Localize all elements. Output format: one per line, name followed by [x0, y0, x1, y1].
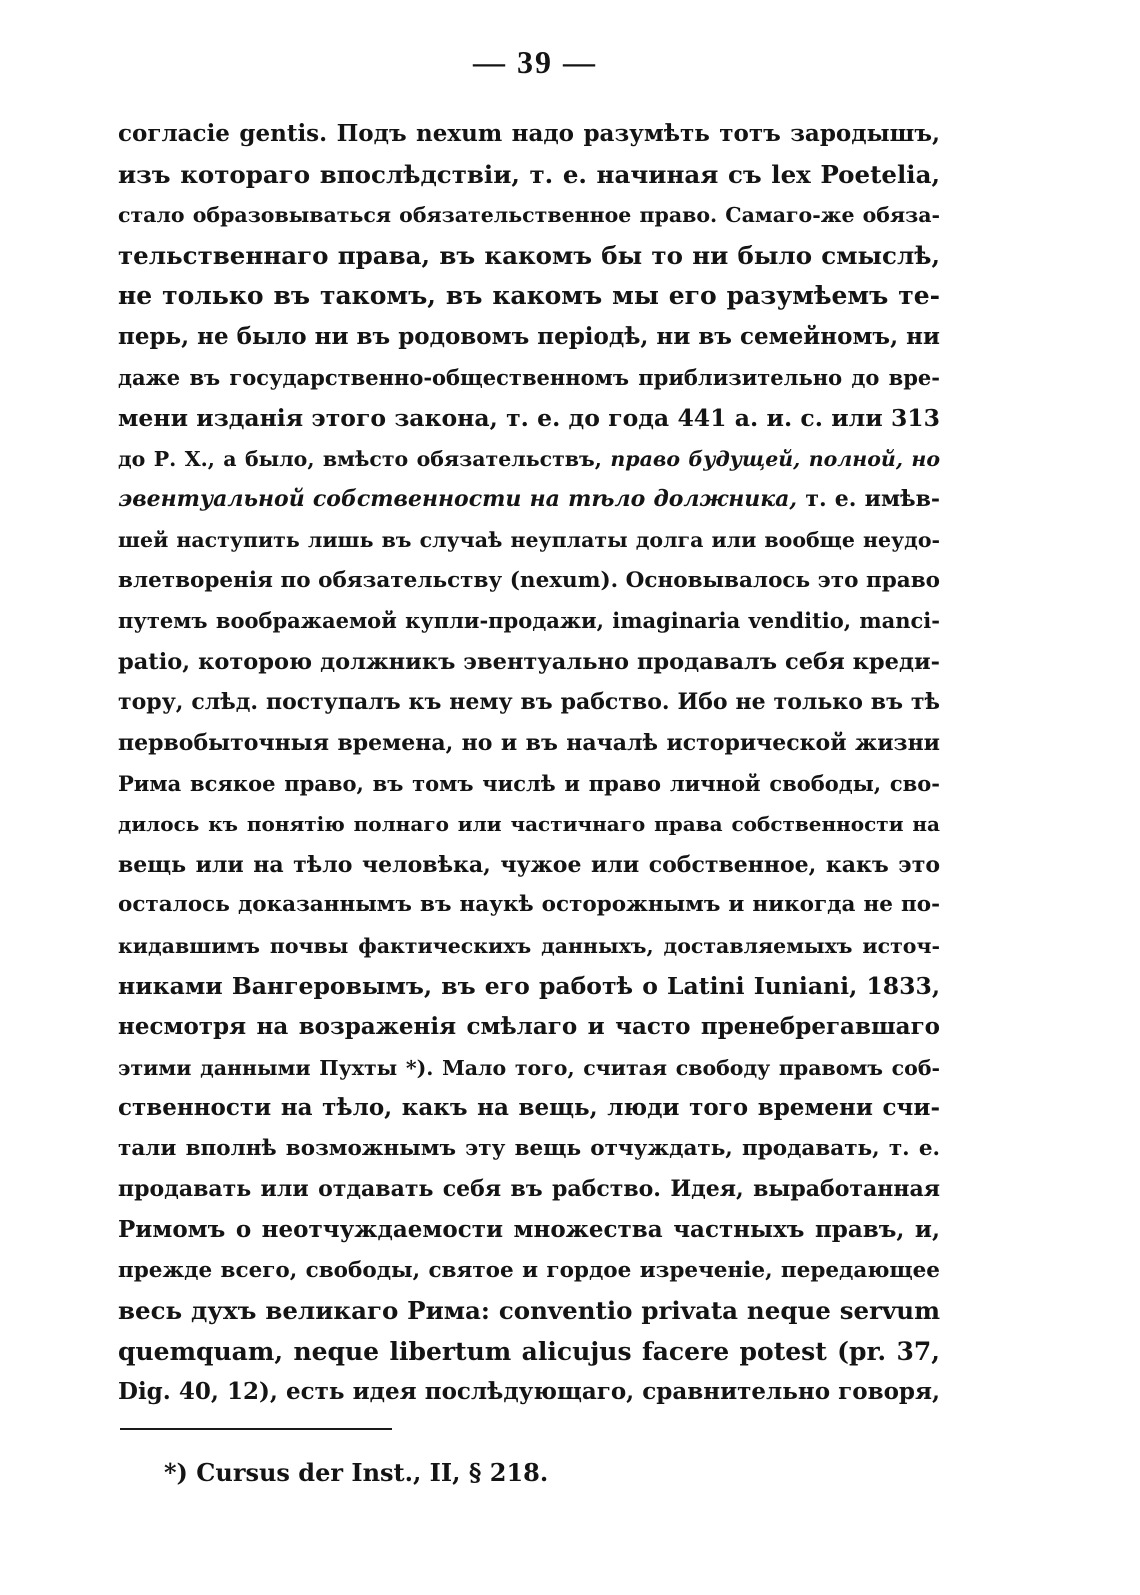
- text-line: кидавшимъ почвы фактическихъ данныхъ, доставляемыхъ источ-: [118, 933, 940, 958]
- text-line: ственности на тѣло, какъ на вещь, люди того времени счи-: [118, 1094, 940, 1122]
- text-line: изъ котораго впослѣдствіи, т. е. начиная съ lex Poetelia,: [118, 159, 940, 189]
- text-line-mixed: [118, 479, 940, 520]
- text-line: шей наступить лишь въ случаѣ неуплаты долга или вообще неудо-: [118, 527, 940, 552]
- text-line: первобыточныя времена, но и въ началѣ исторической жизни: [118, 729, 940, 756]
- page-number: — 39 —: [473, 44, 597, 80]
- text-line: Рима всякое право, въ томъ числѣ и право личной свободы, сво-: [118, 770, 940, 796]
- footnote-divider: [120, 1428, 392, 1430]
- text-line: стало образовываться обязательственное право. Самаго-же обяза-: [118, 203, 940, 228]
- text-segment: до Р. Х., а было, вмѣсто обязательствъ,: [118, 446, 602, 471]
- text-line: осталось доказаннымъ въ наукѣ осторожнымъ и никогда не по-: [118, 892, 940, 918]
- text-line: весь духъ великаго Рима: conventio privata neque servum: [118, 1296, 940, 1326]
- text-line: Римомъ о неотчуждаемости множества частныхъ правъ, и,: [118, 1216, 940, 1244]
- text-line: patio, которою должникъ эвентуально продавалъ себя креди-: [118, 648, 940, 675]
- text-line: дилось къ понятію полнаго или частичнаго права собственности на: [118, 812, 940, 837]
- text-line: не только въ такомъ, въ какомъ мы его разумѣемъ те-: [118, 281, 940, 311]
- text-segment: т. е. имѣв-: [805, 486, 940, 513]
- text-line: даже въ государственно-общественномъ приблизительно до вре-: [118, 364, 940, 390]
- text-line: тельственнаго права, въ какомъ бы то ни было смыслѣ,: [118, 240, 940, 270]
- text-line: этими данными Пухты *). Мало того, считая свободу правомъ соб-: [118, 1055, 940, 1080]
- footnote: *) Cursus der Inst., II, § 218.: [164, 1458, 549, 1487]
- italic-segment: эвентуальной собственности на тѣло должника,: [118, 486, 798, 513]
- text-line: влетворенія по обязательству (nexum). Основывалось это право: [118, 567, 940, 593]
- text-line: никами Вангеровымъ, въ его работѣ о Latini Iuniani, 1833,: [118, 972, 940, 1001]
- text-line: тали вполнѣ возможнымъ эту вещь отчуждать, продавать, т. е.: [118, 1135, 940, 1161]
- text-line-mixed: [118, 439, 940, 480]
- text-line: Dig. 40, 12), есть идея послѣдующаго, сравнительно говоря,: [118, 1378, 940, 1406]
- text-line: вещь или на тѣло человѣка, чужое или собственное, какъ это: [118, 851, 940, 878]
- body-text: [118, 114, 940, 1413]
- italic-segment: право будущей, полной, но: [610, 446, 940, 471]
- text-line: quemquam, neque libertum alicujus facere potest (pr. 37,: [118, 1336, 940, 1366]
- text-line: прежде всего, свободы, святое и гордое изреченіе, передающее: [118, 1257, 940, 1283]
- text-line: согласіе gentis. Подъ nexum надо разумѣть тотъ зародышъ,: [118, 120, 940, 147]
- text-line: тору, слѣд. поступалъ къ нему въ рабство. Ибо не только въ тѣ: [118, 689, 940, 716]
- text-line: перь, не было ни въ родовомъ періодѣ, ни въ семейномъ, ни: [118, 322, 940, 350]
- text-line: путемъ воображаемой купли-продажи, imaginaria venditio, manci-: [118, 608, 940, 634]
- text-line: несмотря на возраженія смѣлаго и часто пренебрегавшаго: [118, 1013, 940, 1041]
- text-line: продавать или отдавать себя въ рабство. Идея, выработанная: [118, 1176, 940, 1203]
- text-line: мени изданія этого закона, т. е. до года 441 а. и. с. или 313: [118, 404, 940, 433]
